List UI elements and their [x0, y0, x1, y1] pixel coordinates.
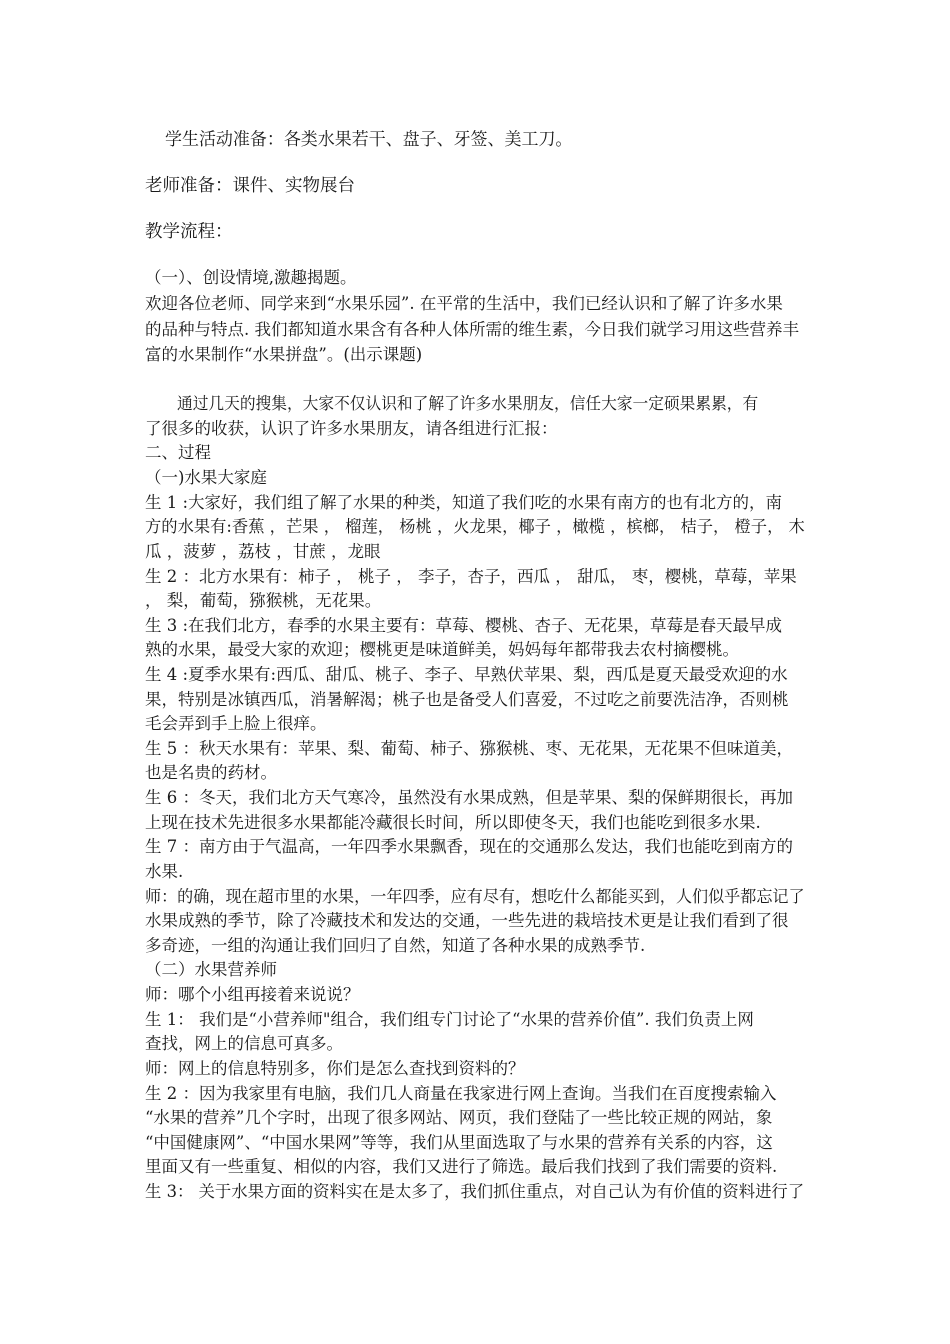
paragraph-line: 熟的水果，最受大家的欢迎；樱桃更是味道鲜美，妈妈每年都带我去农村摘樱桃。 [145, 640, 739, 659]
paragraph-line: 毛会弄到手上脸上很痒。 [145, 714, 327, 733]
paragraph-line: 生 4 :夏季水果有:西瓜、甜瓜、桃子、李子、早熟伏苹果、梨，西瓜是夏天最受欢迎的水 [145, 665, 788, 684]
paragraph-line: 生 2 ：因为我家里有电脑，我们几人商量在我家进行网上查询。当我们在百度搜索输入 [145, 1084, 777, 1103]
paragraph-line: 方的水果有:香蕉 ，芒果 ， 榴莲， 杨桃 ，火龙果，椰子 ，橄榄 ，槟榔， 桔子， 橙子， 木 [145, 517, 805, 536]
paragraph-line: 多奇迹，一组的沟通让我们回归了自然，知道了各种水果的成熟季节. [145, 936, 646, 955]
paragraph-line: 生 7 ：南方由于气温高，一年四季水果飘香，现在的交通那么发达，我们也能吃到南方的 [145, 837, 793, 856]
section-two-heading: 二、过程 [145, 443, 211, 462]
flow-heading: 教学流程： [145, 222, 233, 242]
paragraph-line: 里面又有一些重复、相似的内容，我们又进行了筛选。最后我们找到了我们需要的资料. [145, 1157, 778, 1176]
subsection-heading: （二）水果营养师 [145, 960, 277, 979]
paragraph-line: 通过几天的搜集，大家不仅认识和了解了许多水果朋友，信任大家一定硕果累累，有 [177, 394, 759, 413]
paragraph-line: 生 3 :在我们北方，春季的水果主要有：草莓、樱桃、杏子、无花果，草莓是春天最早成 [145, 616, 783, 635]
paragraph-line: 师：的确，现在超市里的水果，一年四季，应有尽有，想吃什么都能买到，人们似乎都忘记了 [145, 887, 805, 906]
paragraph-line: 水果. [145, 862, 184, 881]
paragraph-line: 师：网上的信息特别多，你们是怎么查找到资料的？ [145, 1059, 525, 1078]
paragraph-line: 生 3： 关于水果方面的资料实在是太多了，我们抓住重点，对自己认为有价值的资料进行了 [145, 1182, 805, 1201]
paragraph-line: 师：哪个小组再接着来说说？ [145, 985, 360, 1004]
section-one-heading: （一）、创设情境,激趣揭题。 [145, 268, 357, 287]
paragraph-line: 富的水果制作“水果拼盘”。(出示课题) [145, 345, 423, 364]
paragraph-line: 了很多的收获，认识了许多水果朋友，请各组进行汇报： [145, 419, 558, 438]
paragraph-line: 上现在技术先进很多水果都能冷藏很长时间，所以即使冬天，我们也能吃到很多水果. [145, 813, 761, 832]
paragraph-line: “水果的营养”几个字时，出现了很多网站、网页，我们登陆了一些比较正规的网站，象 [145, 1108, 773, 1127]
paragraph-line: “中国健康网”、“中国水果网”等等，我们从里面选取了与水果的营养有关系的内容，这 [145, 1133, 773, 1152]
paragraph-line: 的品种与特点. 我们都知道水果含有各种人体所需的维生素，今日我们就学习用这些营养丰 [145, 320, 799, 339]
paragraph-line: 水果成熟的季节，除了冷藏技术和发达的交通，一些先进的栽培技术更是让我们看到了很 [145, 911, 789, 930]
paragraph-line: 生 5 ：秋天水果有：苹果、梨、葡萄、柿子、猕猴桃、枣、无花果，无花果不但味道美， [145, 739, 793, 758]
paragraph-line: 也是名贵的药材。 [145, 763, 277, 782]
paragraph-line: 生 1 :大家好，我们组了解了水果的种类，知道了我们吃的水果有南方的也有北方的，南 [145, 493, 783, 512]
student-prep: 学生活动准备：各类水果若干、盘子、牙签、美工刀。 [165, 130, 573, 150]
paragraph-line: 生 1： 我们是“小营养师"组合，我们组专门讨论了“水果的营养价值”. 我们负责上网 [145, 1010, 754, 1029]
paragraph-line: 瓜 ，菠萝 ，荔枝 ，甘蔗 ，龙眼 [145, 542, 381, 561]
paragraph-line: 欢迎各位老师、同学来到“水果乐园”. 在平常的生活中，我们已经认识和了解了许多水果 [145, 294, 783, 313]
subsection-heading: （一)水果大家庭 [145, 468, 267, 487]
paragraph-line: 果，特别是冰镇西瓜，消暑解渴；桃子也是备受人们喜爱，不过吃之前要洗洁净，否则桃 [145, 690, 789, 709]
paragraph-line: ， 梨，葡萄，猕猴桃，无花果。 [145, 591, 382, 610]
paragraph-line: 生 6 ：冬天，我们北方天气寒冷，虽然没有水果成熟，但是苹果、梨的保鲜期很长，再加 [145, 788, 793, 807]
teacher-prep: 老师准备：课件、实物展台 [145, 176, 355, 196]
paragraph-line: 生 2 ：北方水果有：柿子 ， 桃子 ， 李子，杏子，西瓜 ， 甜瓜， 枣，樱桃，草莓，苹果 [145, 567, 797, 586]
paragraph-line: 查找，网上的信息可真多。 [145, 1034, 343, 1053]
